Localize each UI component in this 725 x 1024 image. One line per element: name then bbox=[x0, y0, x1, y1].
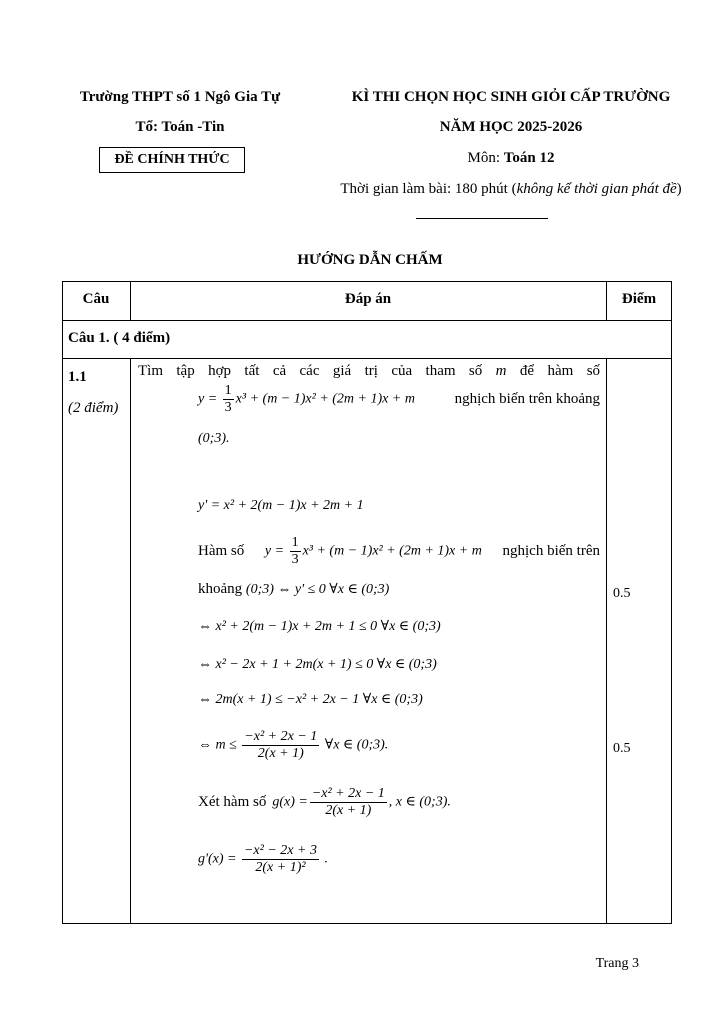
subject-prefix: Môn: bbox=[467, 150, 504, 166]
score-2: 0.5 bbox=[613, 741, 631, 756]
gp-tail: . bbox=[324, 851, 328, 867]
step-1: ⇔ x² + 2(m − 1)x + 2m + 1 ≤ 0 ∀x ∈ (0;3) bbox=[198, 619, 441, 634]
fraction-num-repeat: 1 bbox=[291, 535, 299, 550]
function-rest-repeat: x³ + (m − 1)x² + (2m + 1)x + m bbox=[302, 543, 482, 559]
header-question: Câu bbox=[82, 291, 110, 307]
problem-interval: (0;3). bbox=[198, 431, 230, 446]
exam-title: KÌ THI CHỌN HỌC SINH GIỎI CẤP TRƯỜNG bbox=[351, 89, 671, 105]
table-header-divider bbox=[62, 320, 672, 321]
header-score: Điểm bbox=[621, 291, 657, 307]
problem-param: m bbox=[495, 363, 507, 379]
step-4 bbox=[198, 729, 388, 762]
consider-line bbox=[198, 786, 451, 819]
fraction-one-third bbox=[223, 383, 234, 416]
page-number: Trang 3 bbox=[595, 956, 639, 971]
fraction-num: 1 bbox=[224, 383, 232, 398]
step-4-num: −x² + 2x − 1 bbox=[244, 729, 318, 744]
header-answer: Đáp án bbox=[344, 291, 392, 307]
department: Tổ: Toán -Tin bbox=[135, 119, 225, 135]
problem-line-2 bbox=[198, 383, 600, 416]
consider-label: Xét hàm số bbox=[198, 794, 267, 810]
function-rest: x³ + (m − 1)x² + (2m + 1)x + m bbox=[235, 391, 415, 407]
time-suffix: ) bbox=[676, 181, 682, 197]
g-domain: , x ∈ (0;3). bbox=[388, 794, 451, 810]
g-den: 2(x + 1) bbox=[325, 803, 372, 818]
exam-time bbox=[320, 181, 702, 198]
condition-line bbox=[198, 581, 389, 598]
khoang-label: khoảng bbox=[198, 581, 243, 597]
gp-fraction bbox=[242, 843, 319, 876]
fraction-one-third-repeat bbox=[290, 535, 301, 568]
section-title: Câu 1. ( 4 điểm) bbox=[68, 330, 171, 346]
solution-line-hamso bbox=[198, 535, 600, 568]
subject-name: Toán 12 bbox=[503, 150, 555, 166]
step-4-fraction bbox=[242, 729, 319, 762]
step-3: ⇔ 2m(x + 1) ≤ −x² + 2x − 1 ∀x ∈ (0;3) bbox=[198, 692, 423, 707]
hamso-label: Hàm số bbox=[198, 543, 245, 559]
step-4-lead: ⇔ m ≤ bbox=[198, 737, 237, 753]
function-y: y = bbox=[198, 391, 221, 407]
decreasing-short: nghịch biến trên bbox=[502, 543, 600, 559]
problem-lead: Tìm tập hợp tất cả các giá trị của tham số bbox=[138, 363, 483, 379]
g-num: −x² + 2x − 1 bbox=[311, 786, 385, 801]
table-border-top bbox=[62, 281, 672, 282]
fraction-den: 3 bbox=[224, 400, 232, 415]
school-name: Trường THPT số 1 Ngô Gia Tự bbox=[79, 89, 281, 105]
guide-title: HƯỚNG DẪN CHẤM bbox=[297, 252, 443, 268]
official-label: ĐỀ CHÍNH THỨC bbox=[99, 147, 245, 173]
step-4-tail: ∀x ∈ (0;3). bbox=[324, 737, 389, 753]
gp-den: 2(x + 1)² bbox=[255, 860, 306, 875]
table-border-bottom bbox=[62, 923, 672, 924]
item-number: 1.1 bbox=[68, 369, 87, 385]
problem-decreasing: nghịch biến trên khoảng bbox=[454, 391, 600, 407]
g-fraction bbox=[310, 786, 387, 819]
g-formula bbox=[272, 786, 451, 819]
condition-formula: (0;3) ⇔ y' ≤ 0 ∀x ∈ (0;3) bbox=[245, 582, 390, 597]
item-points: (2 điểm) bbox=[68, 400, 119, 416]
col-divider-1 bbox=[130, 358, 131, 924]
grading-table bbox=[62, 281, 672, 924]
time-note: không kể thời gian phát đề bbox=[516, 181, 677, 197]
gp-def: g'(x) = bbox=[198, 851, 237, 867]
derivative: y' = x² + 2(m − 1)x + 2m + 1 bbox=[198, 498, 364, 513]
school-year: NĂM HỌC 2025-2026 bbox=[439, 119, 583, 135]
table-border-right bbox=[671, 281, 672, 924]
problem-line-1 bbox=[138, 363, 600, 380]
step-4-den: 2(x + 1) bbox=[257, 746, 304, 761]
time-prefix: Thời gian làm bài: 180 phút ( bbox=[340, 181, 517, 197]
table-border-left bbox=[62, 281, 63, 924]
g-def: g(x) = bbox=[272, 794, 308, 810]
score-1: 0.5 bbox=[613, 586, 631, 601]
fraction-den-repeat: 3 bbox=[291, 552, 299, 567]
col-divider-2 bbox=[606, 358, 607, 924]
header-rule bbox=[416, 218, 548, 219]
problem-lead-end: để hàm số bbox=[519, 363, 601, 379]
function-formula-repeat bbox=[265, 535, 482, 568]
gp-num: −x² − 2x + 3 bbox=[243, 843, 317, 858]
subject bbox=[320, 150, 702, 167]
table-section-divider bbox=[62, 358, 672, 359]
function-y-repeat: y = bbox=[264, 543, 288, 559]
step-2: ⇔ x² − 2x + 1 + 2m(x + 1) ≤ 0 ∀x ∈ (0;3) bbox=[198, 657, 437, 672]
g-derivative bbox=[198, 843, 328, 876]
function-formula bbox=[198, 383, 415, 416]
